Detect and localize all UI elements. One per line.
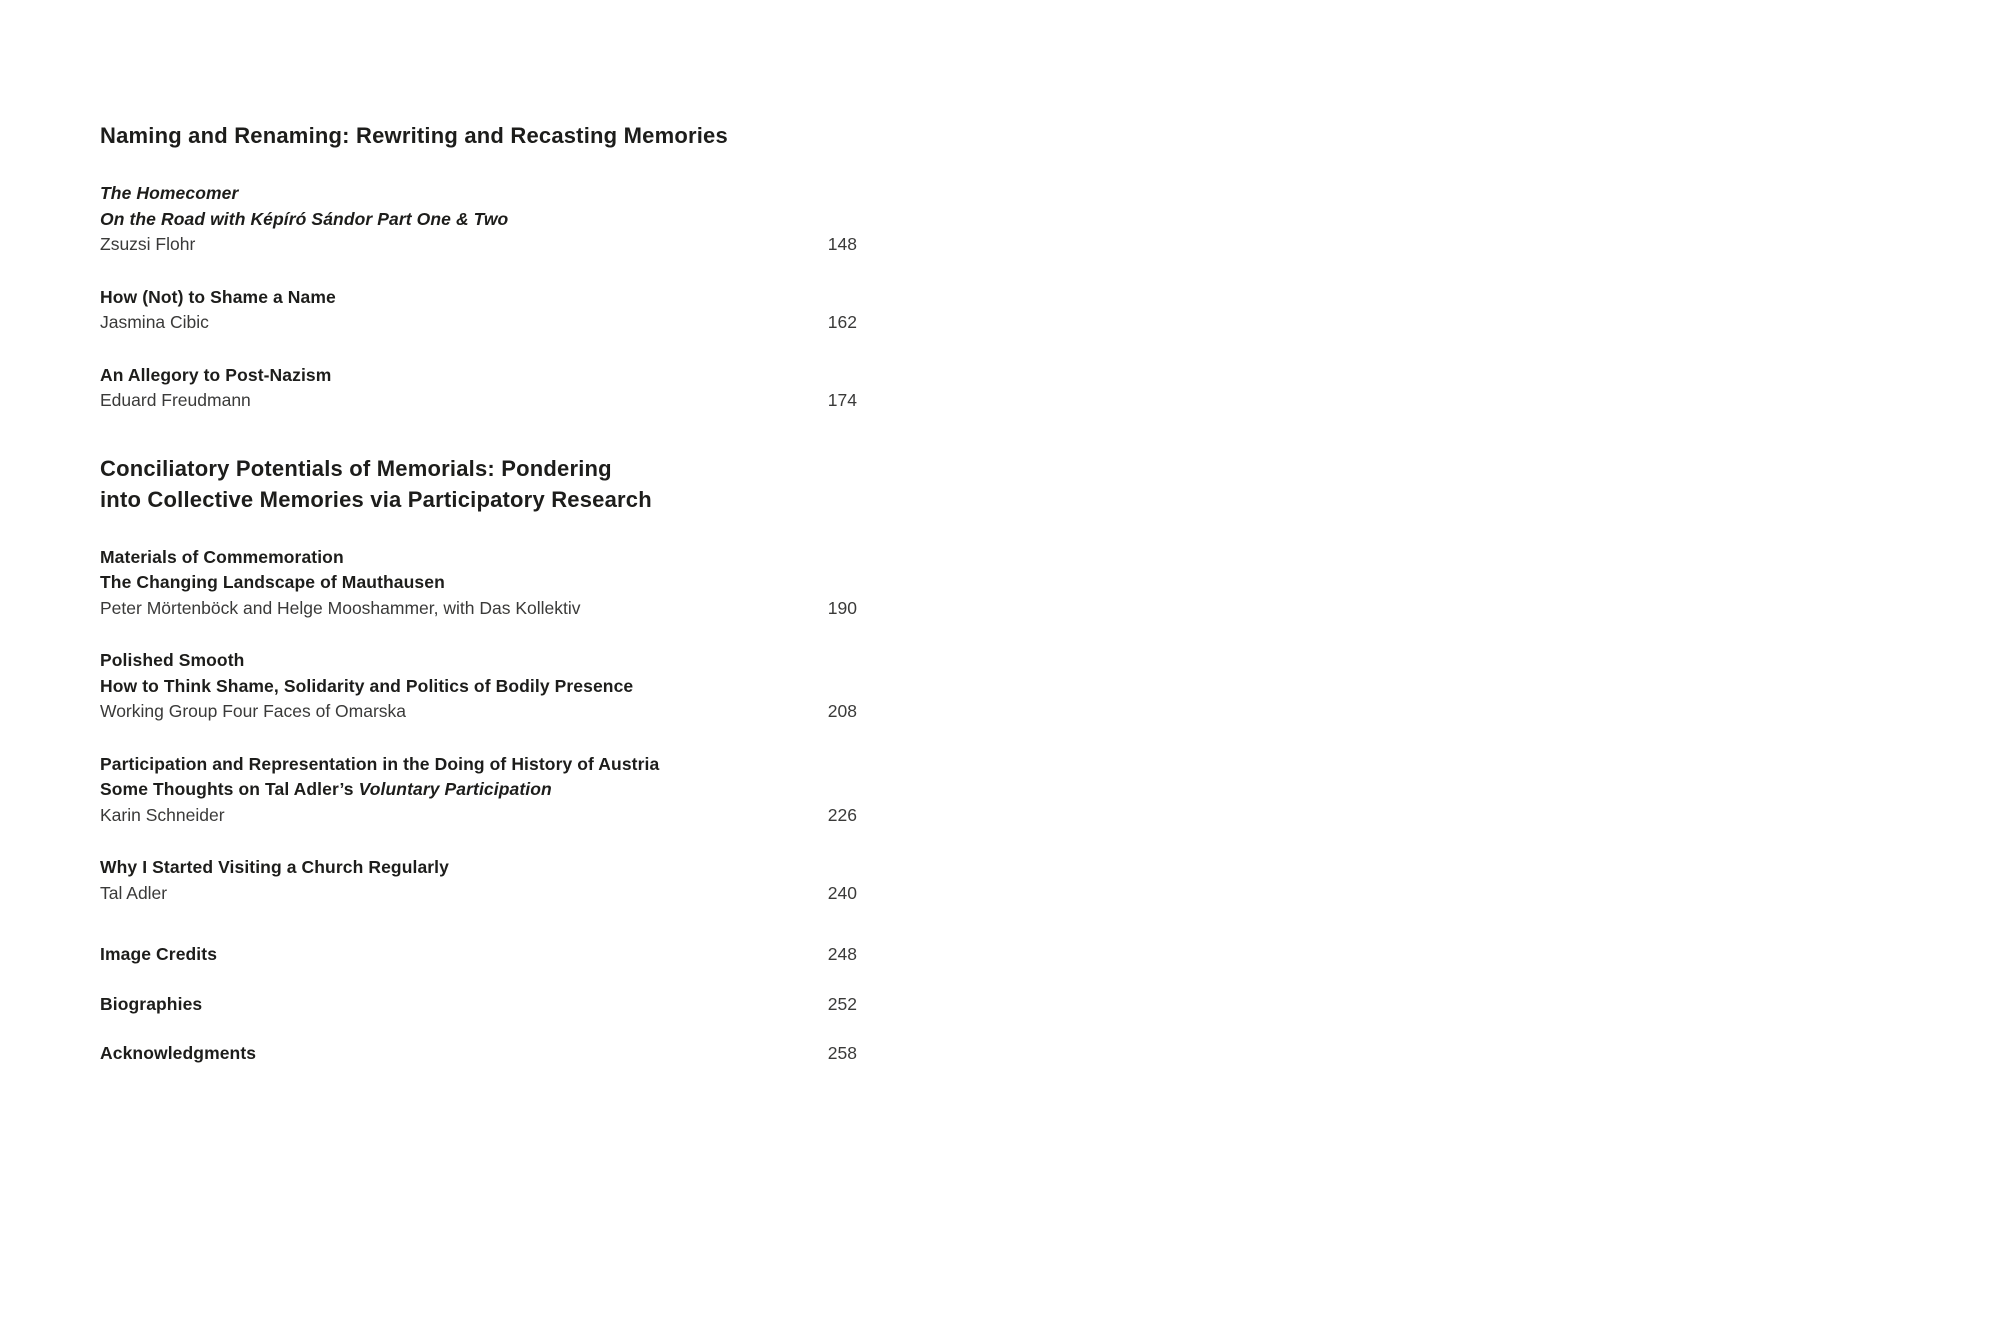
backmatter-row bbox=[100, 942, 857, 968]
entry-author: Working Group Four Faces of Omarska bbox=[100, 701, 407, 721]
entry-title-text: Materials of Commemoration bbox=[100, 546, 344, 567]
entry-title-text: The Homecomer bbox=[100, 183, 239, 203]
entry-title-line bbox=[100, 570, 857, 596]
entry-title-text: The Changing Landscape of Mauthausen bbox=[100, 572, 445, 592]
entry-page-number: 162 bbox=[827, 312, 857, 332]
backmatter-title: Image Credits bbox=[100, 944, 218, 964]
entry-title-line bbox=[100, 752, 857, 778]
entry-title-text: Participation and Representation in the Doing of History of Austria bbox=[100, 753, 660, 774]
entry-page-number: 190 bbox=[827, 597, 857, 618]
toc-section bbox=[100, 453, 857, 907]
entry-title-line bbox=[100, 207, 857, 233]
entry-title-text: An Allegory to Post-Nazism bbox=[100, 364, 332, 385]
entry-title-text: Polished Smooth bbox=[100, 650, 245, 670]
entry-title-line bbox=[100, 181, 857, 207]
entry-title-text: Some Thoughts on Tal Adler’s bbox=[100, 779, 359, 799]
toc-entry bbox=[100, 855, 857, 906]
toc-entry bbox=[100, 752, 857, 829]
entry-title-line bbox=[100, 648, 857, 674]
table-of-contents bbox=[100, 120, 857, 1091]
section-heading-line: Conciliatory Potentials of Memorials: Pondering bbox=[100, 455, 612, 481]
backmatter-row bbox=[100, 1041, 857, 1067]
toc-entry bbox=[100, 363, 857, 414]
entry-title-text: How (Not) to Shame a Name bbox=[100, 286, 336, 307]
entry-byline-row bbox=[100, 803, 857, 829]
backmatter-row bbox=[100, 992, 857, 1018]
entry-title-line bbox=[100, 777, 857, 803]
toc-entry bbox=[100, 648, 857, 725]
toc-entry bbox=[100, 285, 857, 336]
backmatter-page-number: 248 bbox=[827, 944, 857, 964]
entry-title-line bbox=[100, 545, 857, 571]
entry-title-line bbox=[100, 363, 857, 389]
section-heading-line: into Collective Memories via Participatory Research bbox=[100, 486, 652, 512]
backmatter-title: Biographies bbox=[100, 993, 203, 1014]
entry-title-text: Voluntary Participation bbox=[358, 779, 552, 799]
backmatter-page-number: 252 bbox=[827, 993, 857, 1014]
backmatter bbox=[100, 942, 857, 1067]
entry-byline-row bbox=[100, 232, 857, 258]
entry-page-number: 226 bbox=[827, 804, 857, 825]
section-heading bbox=[100, 120, 857, 151]
entry-title-line bbox=[100, 855, 857, 881]
entry-author: Tal Adler bbox=[100, 882, 168, 903]
entry-title-text: On the Road with Képíró Sándor Part One & Two bbox=[100, 208, 509, 229]
section-heading bbox=[100, 453, 857, 515]
entry-page-number: 208 bbox=[827, 701, 857, 721]
entry-byline-row bbox=[100, 310, 857, 336]
entry-author: Karin Schneider bbox=[100, 804, 225, 825]
toc-entry bbox=[100, 181, 857, 258]
entry-byline-row bbox=[100, 388, 857, 414]
entry-page-number: 240 bbox=[827, 882, 857, 903]
entry-byline-row bbox=[100, 699, 857, 725]
entry-byline-row bbox=[100, 881, 857, 907]
entry-author: Zsuzsi Flohr bbox=[100, 234, 196, 254]
backmatter-page-number: 258 bbox=[827, 1043, 857, 1063]
entry-page-number: 174 bbox=[827, 390, 857, 410]
toc-entry bbox=[100, 545, 857, 622]
entry-title-text: Why I Started Visiting a Church Regularly bbox=[100, 857, 449, 877]
entry-author: Eduard Freudmann bbox=[100, 390, 251, 410]
entry-title-text: How to Think Shame, Solidarity and Politics of Bodily Presence bbox=[100, 675, 634, 696]
entry-page-number: 148 bbox=[827, 234, 857, 254]
entry-title-line bbox=[100, 285, 857, 311]
toc-section bbox=[100, 120, 857, 414]
backmatter-title: Acknowledgments bbox=[100, 1043, 257, 1063]
entry-byline-row bbox=[100, 596, 857, 622]
entry-title-line bbox=[100, 674, 857, 700]
entry-author: Peter Mörtenböck and Helge Mooshammer, with Das Kollektiv bbox=[100, 597, 581, 618]
entry-author: Jasmina Cibic bbox=[100, 312, 209, 332]
section-heading-line: Naming and Renaming: Rewriting and Recasting Memories bbox=[100, 123, 728, 148]
